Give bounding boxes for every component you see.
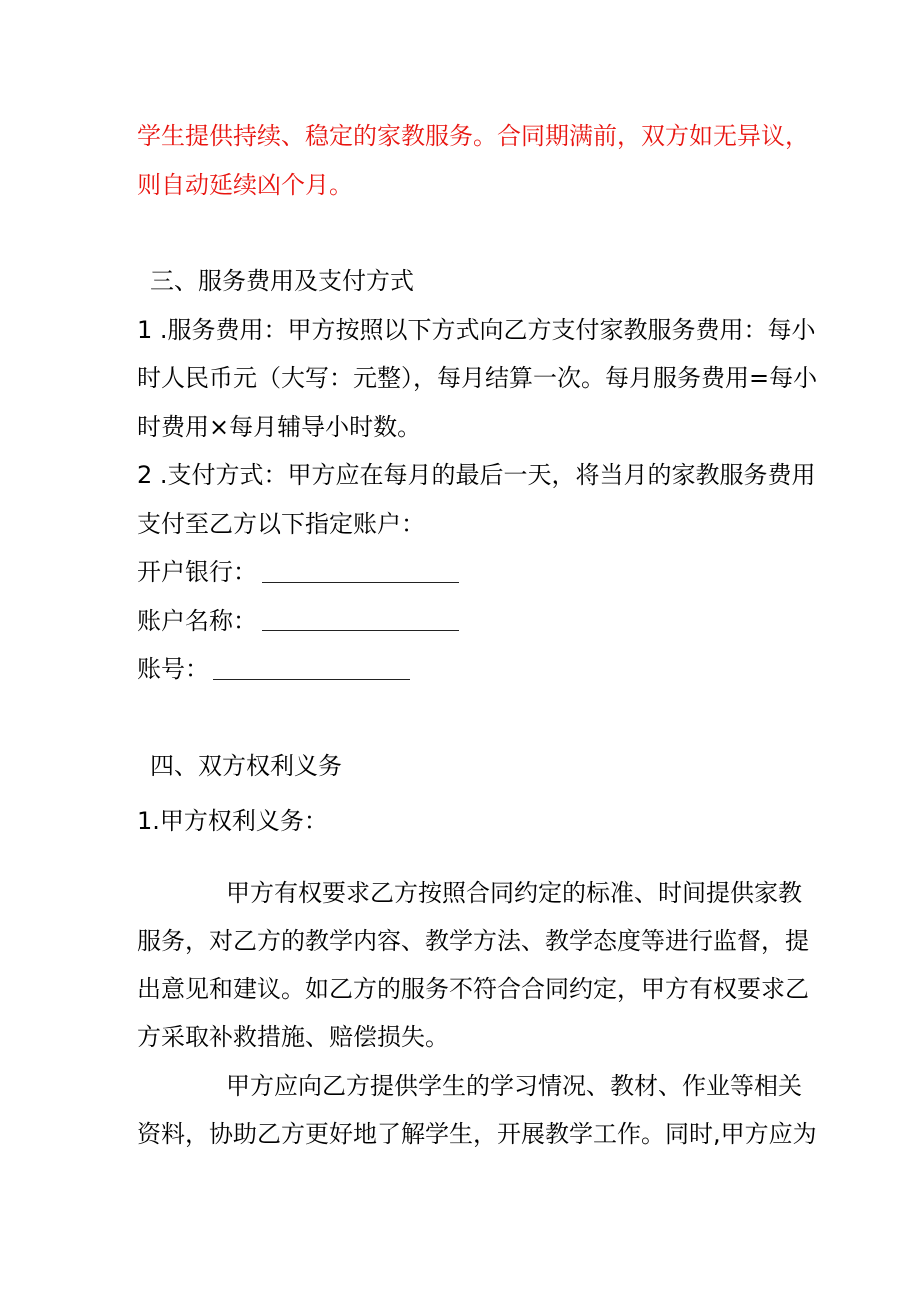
party-a-rights-subheading: 1.甲方权利义务： [137, 807, 328, 835]
payment-method-line2: 支付至乙方以下指定账户： [137, 510, 425, 538]
service-fee-line3: 时费用×每月辅导小时数。 [137, 413, 422, 441]
account-number-blank-line [213, 679, 410, 680]
account-number-label: 账号： [137, 655, 209, 683]
para2-line2: 资料，协助乙方更好地了解学生，开展教学工作。同时,甲方应为 [137, 1120, 817, 1148]
para1-line4: 方采取补救措施、赔偿损失。 [137, 1023, 449, 1051]
bank-label: 开户银行： [137, 558, 257, 586]
payment-method-line1: 2 .支付方式：甲方应在每月的最后一天，将当月的家教服务费用 [137, 461, 816, 489]
section2-tail-line2: 则自动延续凶个月。 [137, 171, 353, 199]
section3-heading: 三、服务费用及支付方式 [150, 267, 414, 295]
para1-line1: 甲方有权要求乙方按照合同约定的标准、时间提供家教 [226, 879, 802, 907]
section2-tail-line1: 学生提供持续、稳定的家教服务。合同期满前，双方如无异议， [137, 122, 809, 150]
account-name-blank-line [262, 630, 459, 631]
service-fee-line1: 1 .服务费用：甲方按照以下方式向乙方支付家教服务费用：每小 [137, 316, 816, 344]
para2-line1: 甲方应向乙方提供学生的学习情况、教材、作业等相关 [226, 1072, 802, 1100]
bank-blank-line [262, 582, 459, 583]
para1-line2: 服务，对乙方的教学内容、教学方法、教学态度等进行监督，提 [137, 927, 809, 955]
service-fee-line2: 时人民币元（大写：元整），每月结算一次。每月服务费用=每小 [137, 364, 818, 392]
section4-heading: 四、双方权利义务 [150, 752, 342, 780]
para1-line3: 出意见和建议。如乙方的服务不符合合同约定，甲方有权要求乙 [137, 975, 809, 1003]
account-name-label: 账户名称： [137, 607, 257, 635]
